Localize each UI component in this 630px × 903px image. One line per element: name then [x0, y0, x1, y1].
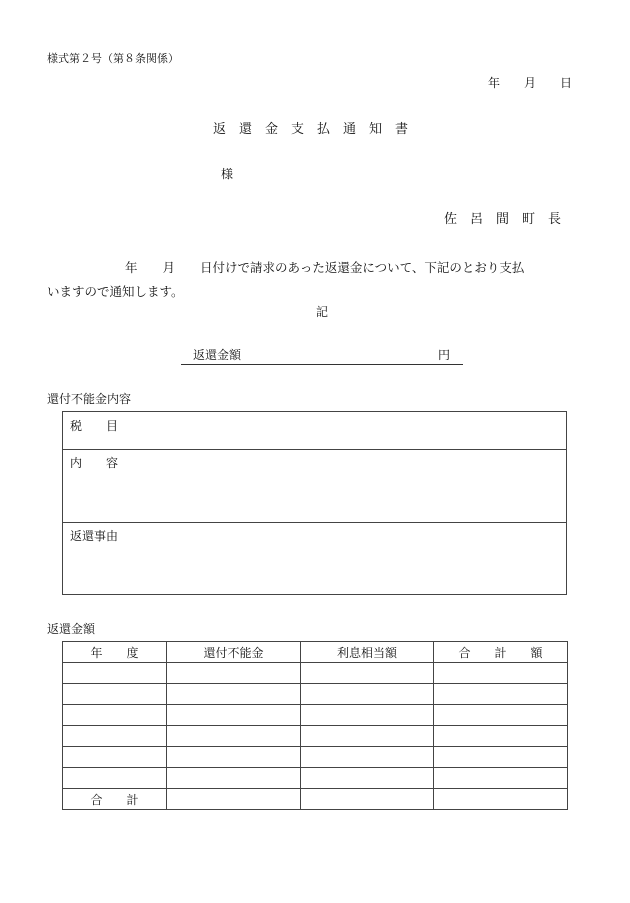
table-header-row	[63, 642, 568, 663]
sender-name: 佐 呂 間 町 長	[444, 212, 562, 227]
form-number: 様式第２号（第８条関係）	[47, 52, 179, 65]
ki-marker: 記	[316, 305, 329, 319]
content-box	[62, 411, 567, 595]
reason-label: 返還事由	[70, 529, 119, 543]
header-unrefundable: 還付不能金	[167, 642, 301, 663]
content-label: 内 容	[70, 456, 119, 470]
table-row	[63, 747, 568, 768]
table-row	[63, 726, 568, 747]
total-row	[63, 789, 568, 810]
table-cell[interactable]	[63, 705, 167, 726]
table-cell[interactable]	[301, 726, 434, 747]
header-interest: 利息相当額	[301, 642, 434, 663]
table-cell[interactable]	[63, 747, 167, 768]
table-cell[interactable]	[434, 663, 568, 684]
table-cell[interactable]	[167, 747, 301, 768]
amount-unit: 円	[438, 348, 451, 362]
tax-item-row	[63, 412, 566, 450]
table-cell[interactable]	[167, 726, 301, 747]
section-title-content: 還付不能金内容	[47, 392, 132, 406]
section-title-amount: 返還金額	[47, 622, 96, 636]
document-title: 返 還 金 支 払 通 知 書	[213, 122, 409, 137]
amount-table	[62, 641, 568, 810]
table-row	[63, 705, 568, 726]
table-cell[interactable]	[167, 663, 301, 684]
table-cell[interactable]	[434, 789, 568, 810]
table-cell[interactable]	[301, 747, 434, 768]
table-row	[63, 663, 568, 684]
body-text-line-1: 年 月 日付けで請求のあった返還金について、下記のとおり支払	[125, 260, 525, 275]
total-label: 合 計	[63, 789, 167, 810]
table-cell[interactable]	[301, 684, 434, 705]
table-cell[interactable]	[434, 684, 568, 705]
table-cell[interactable]	[301, 705, 434, 726]
table-cell[interactable]	[63, 768, 167, 789]
table-cell[interactable]	[301, 768, 434, 789]
table-cell[interactable]	[167, 705, 301, 726]
table-cell[interactable]	[63, 663, 167, 684]
table-row	[63, 768, 568, 789]
body-text-line-2: いますので通知します。	[47, 284, 184, 299]
amount-underline	[181, 364, 463, 365]
content-row	[63, 449, 566, 523]
table-cell[interactable]	[63, 726, 167, 747]
header-total-amount: 合 計 額	[434, 642, 568, 663]
table-row	[63, 684, 568, 705]
table-cell[interactable]	[167, 768, 301, 789]
amount-label: 返還金額	[193, 348, 242, 362]
header-fiscal-year: 年 度	[63, 642, 167, 663]
table-cell[interactable]	[167, 684, 301, 705]
tax-item-label: 税 目	[70, 419, 119, 433]
table-cell[interactable]	[167, 789, 301, 810]
table-cell[interactable]	[63, 684, 167, 705]
addressee-suffix: 様	[221, 167, 234, 181]
reason-row	[63, 522, 566, 594]
table-cell[interactable]	[301, 789, 434, 810]
table-cell[interactable]	[434, 726, 568, 747]
table-cell[interactable]	[434, 747, 568, 768]
table-cell[interactable]	[301, 663, 434, 684]
table-cell[interactable]	[434, 705, 568, 726]
date-line: 年 月 日	[488, 76, 573, 90]
table-cell[interactable]	[434, 768, 568, 789]
